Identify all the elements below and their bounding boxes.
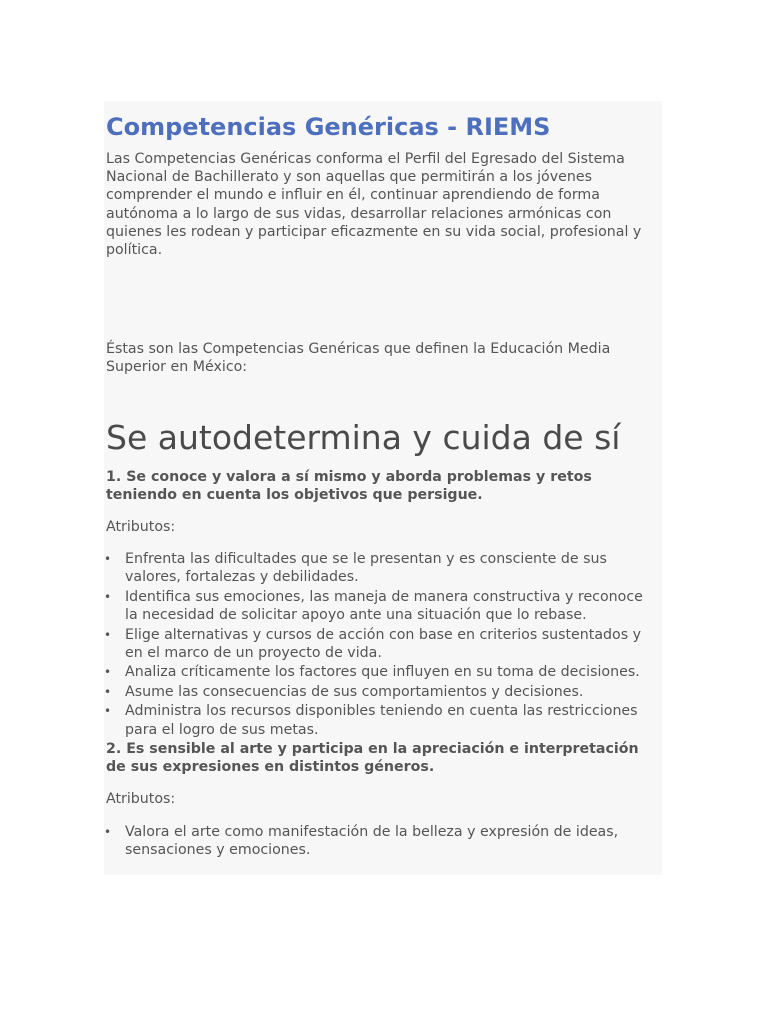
list-item (106, 823, 658, 859)
competencia-1-attributes-label: Atributos: (106, 519, 176, 536)
attribute-text: Identifica sus emociones, las maneja de manera constructiva y reconoce la necesidad de solicitar apoyo ante una situación que lo rebase. (125, 588, 643, 624)
bullet-icon: • (104, 589, 112, 604)
list-item (106, 683, 658, 701)
competencia-2-title: 2. Es sensible al arte y participa en la apreciación e interpretación de sus expresiones en distintos géneros. (106, 741, 639, 776)
section-heading: Se autodetermina y cuida de sí (106, 417, 621, 457)
list-item (106, 626, 658, 662)
competencia-1-title: 1. Se conoce y valora a sí mismo y aborda problemas y retos teniendo en cuenta los objetivos que persigue. (106, 468, 592, 503)
list-item (106, 702, 658, 738)
bullet-icon: • (104, 704, 112, 719)
competencia-1-attributes-list (106, 550, 658, 739)
attribute-text: Valora el arte como manifestación de la belleza y expresión de ideas, sensaciones y emociones. (125, 823, 619, 858)
intro-paragraph: Las Competencias Genéricas conforma el Perfil del Egresado del Sistema Nacional de Bachillerato y son aquellas que permitirán a los jóvenes comprender el mundo e influir en él, continuar aprendiendo de forma autónoma a lo largo de sus vidas, desarrollar relaciones armónicas con quienes les rodean y participar eficazmente en su vida social, profesional y política. (106, 151, 642, 259)
article-content (106, 110, 658, 860)
competencia-2-attributes-list (106, 823, 658, 859)
bullet-icon: • (104, 684, 112, 699)
bullet-icon: • (104, 824, 112, 839)
attribute-text: Asume las consecuencias de sus comportamientos y decisiones. (125, 683, 584, 700)
bullet-icon: • (104, 552, 112, 567)
competencia-2-attributes-label: Atributos: (106, 791, 176, 808)
list-item (106, 588, 658, 624)
bullet-icon: • (104, 627, 112, 642)
attribute-text: Elige alternativas y cursos de acción con base en criterios sustentados y en el marco de un proyecto de vida. (125, 626, 642, 661)
attribute-text: Analiza críticamente los factores que influyen en su toma de decisiones. (125, 664, 640, 681)
list-item (106, 663, 658, 681)
attribute-text: Enfrenta las dificultades que se le presentan y es consciente de sus valores, fortalezas y debilidades. (125, 551, 607, 586)
page-title: Competencias Genéricas - RIEMS (106, 113, 551, 141)
bullet-icon: • (104, 665, 112, 680)
lead-paragraph: Éstas son las Competencias Genéricas que definen la Educación Media Superior en México: (106, 341, 611, 376)
attribute-text: Administra los recursos disponibles teniendo en cuenta las restricciones para el logro de sus metas. (125, 703, 638, 738)
list-item (106, 550, 658, 586)
